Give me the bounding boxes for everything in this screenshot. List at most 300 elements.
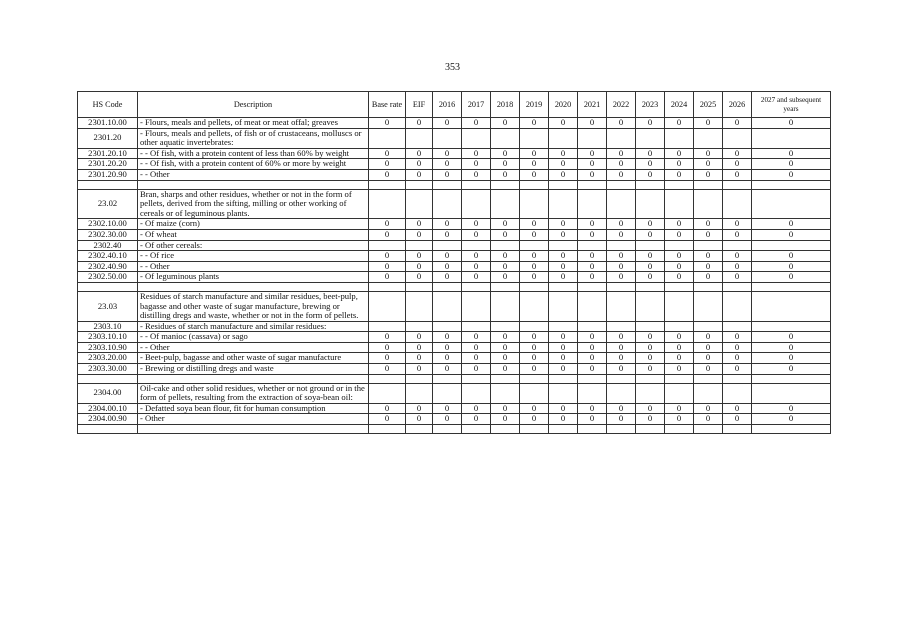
empty-cell — [78, 282, 138, 291]
rate-cell: 0 — [406, 342, 433, 353]
header-2022: 2022 — [607, 92, 636, 118]
description-cell: Oil-cake and other solid residues, whether or not ground or in the form of pellets, resulting from the extraction of soya-bean oil: — [138, 383, 369, 403]
rate-cell: 0 — [491, 364, 520, 375]
rate-cell: 0 — [369, 169, 406, 180]
empty-cell — [607, 291, 636, 321]
rate-cell: 0 — [433, 169, 462, 180]
empty-cell — [462, 374, 491, 383]
rate-cell: 0 — [752, 118, 831, 129]
empty-cell — [636, 374, 665, 383]
rate-cell: 0 — [665, 148, 694, 159]
rate-cell: 0 — [520, 332, 549, 343]
empty-cell — [549, 128, 578, 148]
rate-cell: 0 — [752, 353, 831, 364]
empty-cell — [636, 291, 665, 321]
empty-cell — [433, 291, 462, 321]
rate-cell: 0 — [578, 342, 607, 353]
empty-cell — [433, 374, 462, 383]
description-cell: - - Of manioc (cassava) or sago — [138, 332, 369, 343]
rate-cell: 0 — [607, 342, 636, 353]
rate-cell: 0 — [723, 169, 752, 180]
empty-cell — [462, 425, 491, 434]
empty-cell — [723, 282, 752, 291]
table-row — [78, 364, 831, 375]
empty-cell — [138, 180, 369, 189]
rate-cell: 0 — [491, 219, 520, 230]
rate-cell: 0 — [665, 261, 694, 272]
rate-cell: 0 — [694, 261, 723, 272]
rate-cell: 0 — [665, 403, 694, 414]
hs-code-cell: 2301.20.20 — [78, 159, 138, 170]
empty-cell — [520, 282, 549, 291]
rate-cell: 0 — [694, 169, 723, 180]
rate-cell: 0 — [369, 261, 406, 272]
table-row — [78, 332, 831, 343]
empty-cell — [369, 282, 406, 291]
rate-cell: 0 — [607, 403, 636, 414]
rate-cell: 0 — [694, 229, 723, 240]
empty-cell — [578, 282, 607, 291]
empty-cell — [636, 425, 665, 434]
rate-cell: 0 — [694, 159, 723, 170]
empty-cell — [369, 425, 406, 434]
empty-cell — [549, 189, 578, 219]
rate-cell: 0 — [520, 159, 549, 170]
header-eif: EIF — [406, 92, 433, 118]
empty-cell — [607, 240, 636, 251]
rate-cell: 0 — [752, 364, 831, 375]
rate-cell: 0 — [549, 169, 578, 180]
empty-cell — [369, 240, 406, 251]
rate-cell: 0 — [636, 364, 665, 375]
rate-cell: 0 — [752, 261, 831, 272]
hs-code-cell: 2303.20.00 — [78, 353, 138, 364]
rate-cell: 0 — [491, 169, 520, 180]
rate-cell: 0 — [520, 219, 549, 230]
rate-cell: 0 — [752, 169, 831, 180]
empty-cell — [752, 291, 831, 321]
rate-cell: 0 — [578, 148, 607, 159]
empty-cell — [433, 383, 462, 403]
header-description: Description — [138, 92, 369, 118]
rate-cell: 0 — [406, 414, 433, 425]
rate-cell: 0 — [549, 403, 578, 414]
rate-cell: 0 — [578, 251, 607, 262]
rate-cell: 0 — [752, 219, 831, 230]
rate-cell: 0 — [578, 261, 607, 272]
header-2021: 2021 — [578, 92, 607, 118]
empty-cell — [491, 189, 520, 219]
table-header-row — [78, 92, 831, 118]
rate-cell: 0 — [406, 229, 433, 240]
description-cell: - Brewing or distilling dregs and waste — [138, 364, 369, 375]
empty-cell — [462, 282, 491, 291]
rate-cell: 0 — [549, 414, 578, 425]
hs-code-cell: 2301.20.10 — [78, 148, 138, 159]
rate-cell: 0 — [491, 342, 520, 353]
empty-cell — [520, 321, 549, 332]
rate-cell: 0 — [406, 148, 433, 159]
empty-cell — [462, 383, 491, 403]
rate-cell: 0 — [462, 414, 491, 425]
spacer-row — [78, 282, 831, 291]
hs-code-cell: 2301.20.90 — [78, 169, 138, 180]
empty-cell — [491, 180, 520, 189]
rate-cell: 0 — [636, 219, 665, 230]
rate-cell: 0 — [752, 251, 831, 262]
empty-cell — [694, 180, 723, 189]
rate-cell: 0 — [607, 414, 636, 425]
empty-cell — [433, 180, 462, 189]
rate-cell: 0 — [462, 118, 491, 129]
empty-cell — [406, 383, 433, 403]
empty-cell — [723, 374, 752, 383]
rate-cell: 0 — [369, 332, 406, 343]
rate-cell: 0 — [694, 148, 723, 159]
rate-cell: 0 — [723, 159, 752, 170]
empty-cell — [491, 291, 520, 321]
empty-cell — [369, 180, 406, 189]
rate-cell: 0 — [433, 403, 462, 414]
rate-cell: 0 — [636, 251, 665, 262]
empty-cell — [462, 189, 491, 219]
empty-cell — [694, 383, 723, 403]
rate-cell: 0 — [406, 251, 433, 262]
rate-cell: 0 — [520, 229, 549, 240]
rate-cell: 0 — [694, 353, 723, 364]
empty-cell — [578, 291, 607, 321]
empty-cell — [665, 240, 694, 251]
rate-cell: 0 — [636, 414, 665, 425]
description-cell: - - Of fish, with a protein content of 60% or more by weight — [138, 159, 369, 170]
empty-cell — [694, 128, 723, 148]
hs-code-cell: 2301.10.00 — [78, 118, 138, 129]
rate-cell: 0 — [549, 219, 578, 230]
rate-cell: 0 — [578, 159, 607, 170]
description-cell: - - Other — [138, 169, 369, 180]
rate-cell: 0 — [549, 342, 578, 353]
rate-cell: 0 — [636, 118, 665, 129]
rate-cell: 0 — [752, 272, 831, 283]
rate-cell: 0 — [665, 332, 694, 343]
rate-cell: 0 — [549, 272, 578, 283]
heading-row — [78, 128, 831, 148]
hs-code-cell: 2301.20 — [78, 128, 138, 148]
empty-cell — [406, 240, 433, 251]
rate-cell: 0 — [723, 219, 752, 230]
rate-cell: 0 — [433, 118, 462, 129]
rate-cell: 0 — [549, 364, 578, 375]
rate-cell: 0 — [549, 332, 578, 343]
empty-cell — [578, 240, 607, 251]
description-cell: - Of maize (corn) — [138, 219, 369, 230]
empty-cell — [723, 383, 752, 403]
rate-cell: 0 — [549, 159, 578, 170]
rate-cell: 0 — [491, 414, 520, 425]
empty-cell — [752, 321, 831, 332]
table-row — [78, 251, 831, 262]
rate-cell: 0 — [665, 353, 694, 364]
rate-cell: 0 — [694, 219, 723, 230]
empty-cell — [723, 425, 752, 434]
empty-cell — [138, 374, 369, 383]
hs-code-cell: 2302.40 — [78, 240, 138, 251]
rate-cell: 0 — [462, 148, 491, 159]
empty-cell — [520, 189, 549, 219]
empty-cell — [369, 383, 406, 403]
empty-cell — [369, 321, 406, 332]
rate-cell: 0 — [694, 414, 723, 425]
rate-cell: 0 — [433, 251, 462, 262]
rate-cell: 0 — [694, 342, 723, 353]
rate-cell: 0 — [549, 229, 578, 240]
rate-cell: 0 — [433, 364, 462, 375]
empty-cell — [578, 321, 607, 332]
rate-cell: 0 — [433, 219, 462, 230]
rate-cell: 0 — [607, 272, 636, 283]
empty-cell — [694, 240, 723, 251]
empty-cell — [636, 128, 665, 148]
empty-cell — [636, 240, 665, 251]
rate-cell: 0 — [462, 353, 491, 364]
rate-cell: 0 — [520, 414, 549, 425]
rate-cell: 0 — [607, 148, 636, 159]
rate-cell: 0 — [723, 148, 752, 159]
description-cell: - - Other — [138, 342, 369, 353]
hs-code-cell: 23.02 — [78, 189, 138, 219]
empty-cell — [549, 291, 578, 321]
table-row — [78, 219, 831, 230]
hs-code-cell: 2304.00.10 — [78, 403, 138, 414]
hs-code-cell: 2304.00 — [78, 383, 138, 403]
empty-cell — [369, 291, 406, 321]
rate-cell: 0 — [665, 118, 694, 129]
rate-cell: 0 — [406, 332, 433, 343]
rate-cell: 0 — [607, 229, 636, 240]
table-row — [78, 148, 831, 159]
rate-cell: 0 — [607, 251, 636, 262]
header-base-rate: Base rate — [369, 92, 406, 118]
empty-cell — [723, 128, 752, 148]
empty-cell — [406, 425, 433, 434]
empty-cell — [78, 374, 138, 383]
rate-cell: 0 — [665, 219, 694, 230]
rate-cell: 0 — [491, 272, 520, 283]
empty-cell — [636, 383, 665, 403]
table-row — [78, 118, 831, 129]
rate-cell: 0 — [665, 229, 694, 240]
rate-cell: 0 — [665, 251, 694, 262]
empty-cell — [462, 291, 491, 321]
rate-cell: 0 — [723, 261, 752, 272]
empty-cell — [752, 383, 831, 403]
empty-cell — [665, 282, 694, 291]
rate-cell: 0 — [433, 353, 462, 364]
empty-cell — [462, 321, 491, 332]
rate-cell: 0 — [636, 353, 665, 364]
rate-cell: 0 — [723, 332, 752, 343]
rate-cell: 0 — [723, 353, 752, 364]
rate-cell: 0 — [607, 364, 636, 375]
table-row — [78, 229, 831, 240]
empty-cell — [694, 282, 723, 291]
rate-cell: 0 — [433, 261, 462, 272]
rate-cell: 0 — [723, 364, 752, 375]
rate-cell: 0 — [491, 159, 520, 170]
empty-cell — [752, 282, 831, 291]
rate-cell: 0 — [578, 353, 607, 364]
header-2025: 2025 — [694, 92, 723, 118]
empty-cell — [665, 321, 694, 332]
empty-cell — [578, 128, 607, 148]
rate-cell: 0 — [723, 403, 752, 414]
empty-cell — [369, 374, 406, 383]
rate-cell: 0 — [433, 332, 462, 343]
rate-cell: 0 — [520, 342, 549, 353]
empty-cell — [549, 321, 578, 332]
rate-cell: 0 — [462, 272, 491, 283]
empty-cell — [138, 282, 369, 291]
rate-cell: 0 — [491, 403, 520, 414]
empty-cell — [433, 189, 462, 219]
spacer-row — [78, 425, 831, 434]
rate-cell: 0 — [607, 118, 636, 129]
rate-cell: 0 — [462, 342, 491, 353]
rate-cell: 0 — [520, 169, 549, 180]
empty-cell — [491, 240, 520, 251]
empty-cell — [607, 282, 636, 291]
rate-cell: 0 — [578, 219, 607, 230]
empty-cell — [406, 282, 433, 291]
rate-cell: 0 — [520, 148, 549, 159]
empty-cell — [607, 425, 636, 434]
rate-cell: 0 — [369, 403, 406, 414]
page-number: 353 — [445, 62, 460, 73]
rate-cell: 0 — [369, 229, 406, 240]
empty-cell — [406, 374, 433, 383]
rate-cell: 0 — [406, 353, 433, 364]
empty-cell — [665, 383, 694, 403]
header-2019: 2019 — [520, 92, 549, 118]
rate-cell: 0 — [369, 251, 406, 262]
description-cell: Bran, sharps and other residues, whether or not in the form of pellets, derived from the sifting, milling or other working of cereals or of leguminous plants. — [138, 189, 369, 219]
empty-cell — [406, 321, 433, 332]
empty-cell — [491, 128, 520, 148]
rate-cell: 0 — [607, 261, 636, 272]
rate-cell: 0 — [607, 332, 636, 343]
empty-cell — [491, 374, 520, 383]
rate-cell: 0 — [665, 364, 694, 375]
rate-cell: 0 — [752, 159, 831, 170]
empty-cell — [369, 189, 406, 219]
empty-cell — [433, 282, 462, 291]
rate-cell: 0 — [462, 261, 491, 272]
rate-cell: 0 — [723, 272, 752, 283]
description-cell: - - Of fish, with a protein content of less than 60% by weight — [138, 148, 369, 159]
hs-code-cell: 2304.00.90 — [78, 414, 138, 425]
rate-cell: 0 — [636, 229, 665, 240]
empty-cell — [607, 180, 636, 189]
empty-cell — [665, 425, 694, 434]
rate-cell: 0 — [578, 364, 607, 375]
table-row — [78, 261, 831, 272]
rate-cell: 0 — [665, 342, 694, 353]
rate-cell: 0 — [369, 364, 406, 375]
rate-cell: 0 — [520, 364, 549, 375]
empty-cell — [520, 425, 549, 434]
rate-cell: 0 — [406, 219, 433, 230]
rate-cell: 0 — [723, 229, 752, 240]
rate-cell: 0 — [578, 169, 607, 180]
rate-cell: 0 — [549, 353, 578, 364]
rate-cell: 0 — [665, 169, 694, 180]
hs-code-cell: 2303.10.90 — [78, 342, 138, 353]
rate-cell: 0 — [406, 364, 433, 375]
rate-cell: 0 — [694, 272, 723, 283]
empty-cell — [752, 240, 831, 251]
empty-cell — [723, 180, 752, 189]
empty-cell — [433, 240, 462, 251]
rate-cell: 0 — [462, 403, 491, 414]
description-cell: - Defatted soya bean flour, fit for human consumption — [138, 403, 369, 414]
empty-cell — [665, 374, 694, 383]
table-row — [78, 342, 831, 353]
empty-cell — [607, 189, 636, 219]
rate-cell: 0 — [694, 403, 723, 414]
rate-cell: 0 — [607, 169, 636, 180]
heading-row — [78, 321, 831, 332]
description-cell: - - Of rice — [138, 251, 369, 262]
rate-cell: 0 — [578, 118, 607, 129]
rate-cell: 0 — [520, 118, 549, 129]
empty-cell — [752, 180, 831, 189]
rate-cell: 0 — [491, 148, 520, 159]
rate-cell: 0 — [636, 261, 665, 272]
empty-cell — [433, 425, 462, 434]
rate-cell: 0 — [520, 353, 549, 364]
table-row — [78, 169, 831, 180]
heading-row — [78, 291, 831, 321]
rate-cell: 0 — [520, 251, 549, 262]
rate-cell: 0 — [723, 118, 752, 129]
empty-cell — [491, 282, 520, 291]
empty-cell — [78, 180, 138, 189]
rate-cell: 0 — [406, 169, 433, 180]
empty-cell — [636, 321, 665, 332]
rate-cell: 0 — [578, 229, 607, 240]
rate-cell: 0 — [406, 118, 433, 129]
rate-cell: 0 — [369, 342, 406, 353]
rate-cell: 0 — [607, 353, 636, 364]
table-row — [78, 414, 831, 425]
empty-cell — [665, 128, 694, 148]
rate-cell: 0 — [406, 261, 433, 272]
rate-cell: 0 — [578, 403, 607, 414]
rate-cell: 0 — [607, 219, 636, 230]
empty-cell — [433, 128, 462, 148]
hs-code-cell: 2302.50.00 — [78, 272, 138, 283]
rate-cell: 0 — [549, 148, 578, 159]
rate-cell: 0 — [462, 219, 491, 230]
hs-code-cell: 2302.40.90 — [78, 261, 138, 272]
description-cell: Residues of starch manufacture and similar residues, beet-pulp, bagasse and other waste of sugar manufacture, brewing or distilling dregs and waste, whether or not in the form of pellets. — [138, 291, 369, 321]
heading-row — [78, 240, 831, 251]
heading-row — [78, 383, 831, 403]
header-2020: 2020 — [549, 92, 578, 118]
rate-cell: 0 — [406, 272, 433, 283]
empty-cell — [607, 383, 636, 403]
empty-cell — [462, 180, 491, 189]
